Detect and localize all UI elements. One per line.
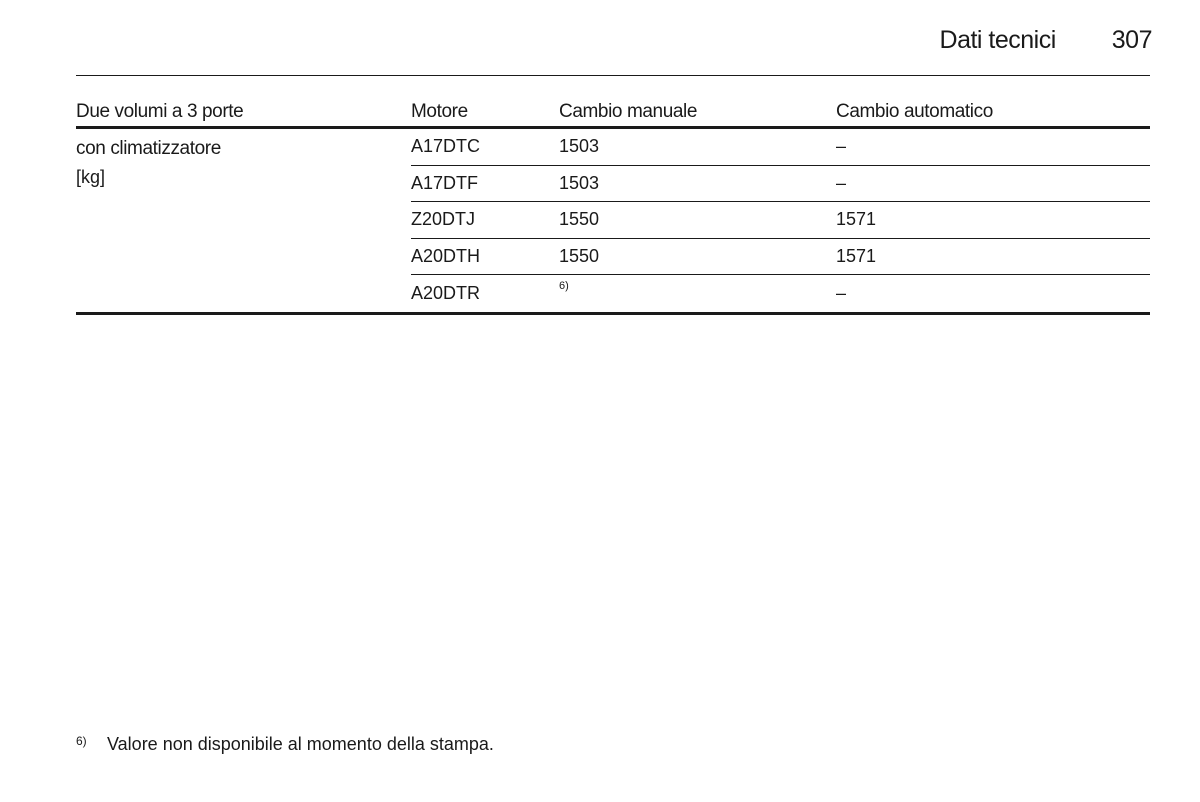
footnote-marker: 6): [76, 734, 87, 748]
row-group-unit: [kg]: [76, 167, 106, 187]
engine-cell: A17DTF: [411, 172, 479, 193]
automatic-cell: –: [836, 282, 847, 303]
manual-cell: 1503: [559, 136, 600, 157]
automatic-cell: –: [836, 172, 847, 193]
manual-cell: 1503: [559, 172, 600, 193]
column-header-manual: Cambio manuale: [559, 101, 698, 122]
manual-cell: 1550: [559, 209, 600, 230]
automatic-cell: 1571: [836, 245, 877, 266]
footnote-reference: 6): [559, 279, 569, 292]
table-row: [411, 275, 1150, 312]
table-body: [76, 129, 1150, 315]
automatic-cell: 1571: [836, 209, 877, 230]
section-title: Dati tecnici: [939, 26, 1056, 54]
manual-cell: 1550: [559, 245, 600, 266]
page-number: 307: [1111, 26, 1152, 54]
engine-cell: Z20DTJ: [411, 209, 476, 230]
footnote-text: Valore non disponibile al momento della stampa.: [107, 734, 494, 754]
engine-cell: A20DTH: [411, 245, 481, 266]
table-row: [411, 129, 1150, 166]
footnote: [76, 734, 494, 755]
table-rows: [411, 129, 1150, 312]
table-row: [411, 166, 1150, 203]
table-header: [76, 96, 1150, 129]
engine-cell: A17DTC: [411, 136, 481, 157]
weight-table: [76, 96, 1150, 315]
column-header-engine: Motore: [411, 101, 468, 122]
table-row: [411, 239, 1150, 276]
row-group-cell: [76, 129, 411, 312]
header-divider: [76, 75, 1150, 76]
row-group-label: con climatizzatore: [76, 138, 221, 159]
column-header-body-type: Due volumi a 3 porte: [76, 101, 244, 122]
table-row: [411, 202, 1150, 239]
engine-cell: A20DTR: [411, 282, 481, 303]
page-header: [940, 26, 1152, 55]
automatic-cell: –: [836, 136, 847, 157]
manual-cell: [559, 279, 836, 304]
column-header-automatic: Cambio automatico: [836, 101, 993, 122]
